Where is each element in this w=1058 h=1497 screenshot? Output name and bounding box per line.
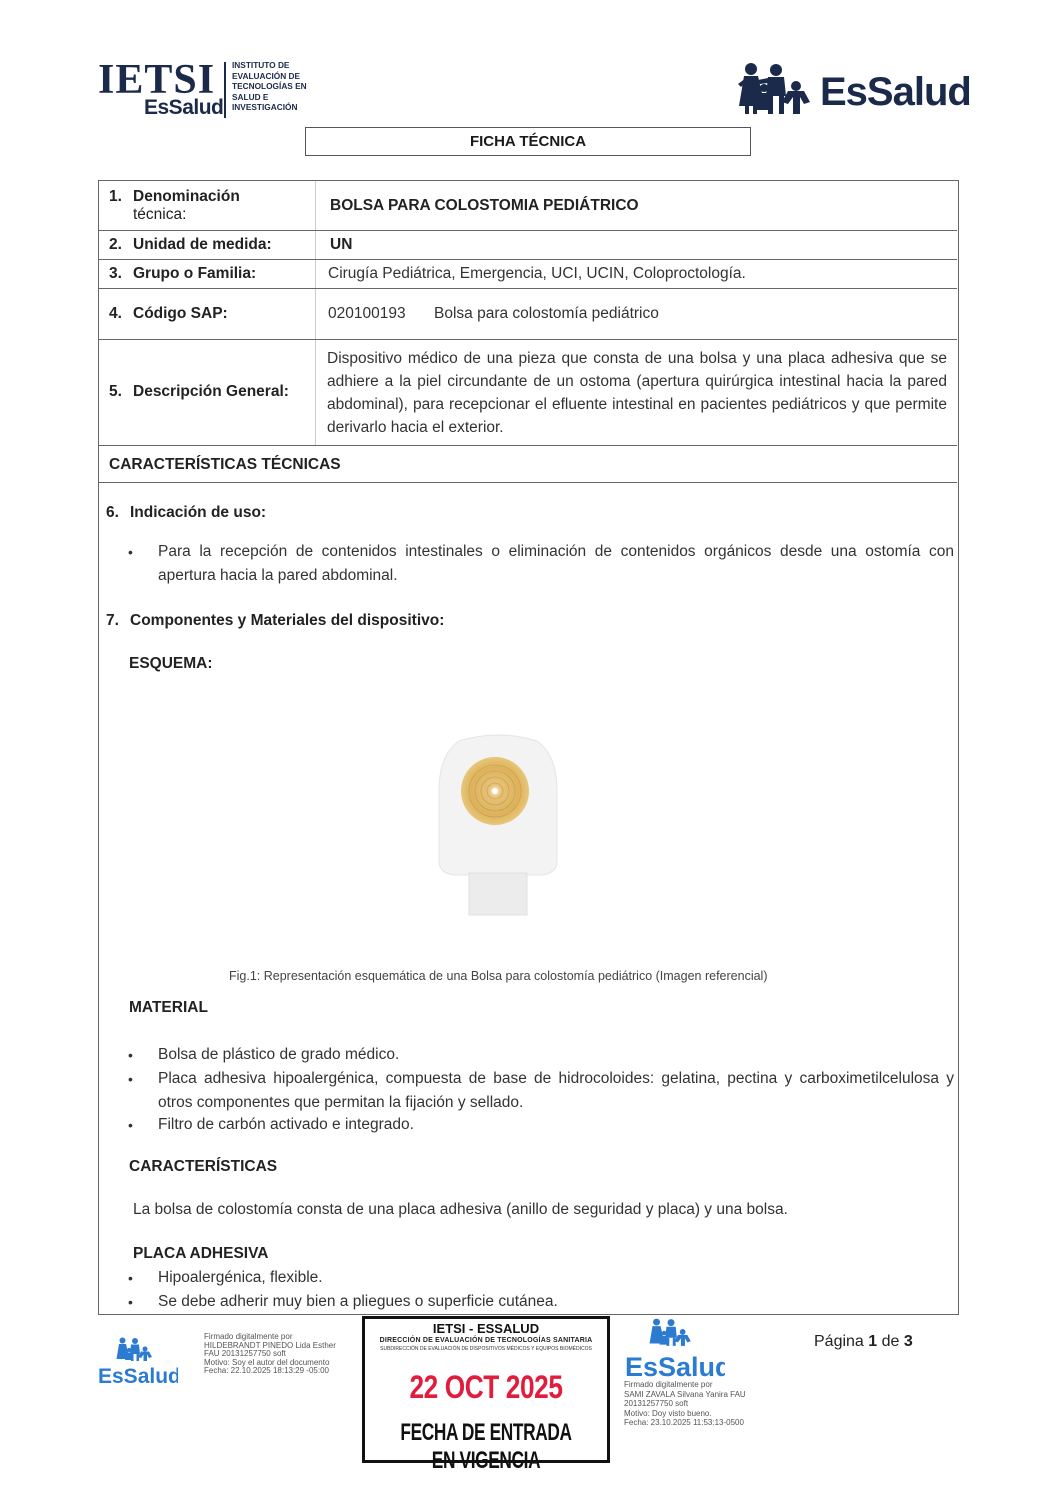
- spec-label-cell: [99, 260, 316, 288]
- section-number: 7.: [106, 612, 119, 629]
- placa-bullet: [128, 1290, 954, 1314]
- family-figures-icon: [738, 62, 818, 116]
- spec-row-denominacion: [99, 181, 957, 231]
- bullet-text: Hipoalergénica, flexible.: [158, 1269, 323, 1286]
- spec-value-cell: [316, 231, 957, 259]
- institute-line: INVESTIGACIÓN: [232, 102, 298, 112]
- digital-signature-right: [624, 1380, 746, 1428]
- spec-value-unit: UN: [330, 236, 353, 253]
- stamp-title: IETSI - ESSALUD: [432, 1321, 540, 1336]
- indicacion-bullet: [128, 540, 954, 588]
- placa-bullet: [128, 1266, 954, 1290]
- row-number: 4.: [109, 305, 122, 322]
- essalud-signature-logo-left: [98, 1337, 178, 1387]
- spec-row-sap: [99, 289, 957, 340]
- caracteristicas-heading: CARACTERÍSTICAS: [129, 1158, 278, 1175]
- label-line: técnica:: [133, 206, 187, 223]
- spec-label-cell: [99, 181, 316, 230]
- essalud-brand-text: EsSalud: [625, 1352, 725, 1380]
- bullet-text: Se debe adherir muy bien a pliegues o superficie cutánea.: [158, 1293, 558, 1310]
- signature-line: Fecha: 23.10.2025 11:53:13-0500: [624, 1418, 744, 1427]
- spec-label: [109, 236, 272, 254]
- page-total: 3: [903, 1333, 913, 1350]
- digital-signature-left: [204, 1333, 336, 1376]
- label-text: Descripción General:: [133, 383, 289, 400]
- spec-label: [109, 305, 228, 323]
- spec-value-cell: [316, 340, 957, 445]
- signature-line: FAU 20131257750 soft: [204, 1349, 286, 1359]
- spec-label: [109, 188, 240, 224]
- validity-stamp: [362, 1316, 610, 1474]
- signature-line: Firmado digitalmente por: [204, 1332, 293, 1341]
- bullet-icon: •: [128, 1270, 133, 1286]
- spec-label-cell: [99, 289, 316, 339]
- label-line: Denominación: [133, 188, 240, 205]
- material-bullet: [128, 1067, 954, 1115]
- institute-line: TECNOLOGÍAS EN: [232, 81, 307, 91]
- bullet-text: Placa adhesiva hipoalergénica, compuesta de base de hidrocoloides: gelatina, pectina y carboximetilcelulosa y otros componentes que permitan la fijación y sellado.: [158, 1070, 954, 1111]
- bullet-icon: •: [128, 1294, 133, 1310]
- signature-line: HILDEBRANDT PINEDO Lida Esther: [204, 1340, 336, 1350]
- material-bullet: [128, 1113, 954, 1137]
- section-caracteristicas-tecnicas: [99, 446, 957, 483]
- spec-label: [109, 383, 289, 401]
- spec-row-descripcion: [99, 340, 957, 446]
- signature-line: 20131257750 soft: [624, 1399, 689, 1408]
- spec-row-grupo: [99, 260, 957, 289]
- figure-caption: Fig.1: Representación esquemática de una Bolsa para colostomía pediátrico (Imagen referencial): [229, 969, 768, 983]
- ietsi-logo: [98, 57, 318, 122]
- page-number: [814, 1333, 913, 1351]
- bullet-text: Para la recepción de contenidos intestinales o eliminación de contenidos orgánicos desde una ostomía con apertura hacia la pared abdominal.: [158, 543, 954, 584]
- stamp-date: 22 OCT 2025: [409, 1369, 563, 1405]
- row-number: 1.: [109, 188, 122, 205]
- colostomy-bag-illustration: [437, 733, 559, 918]
- section-title: CARACTERÍSTICAS TÉCNICAS: [109, 456, 341, 473]
- indicacion-heading: [106, 504, 266, 522]
- label-text: Grupo o Familia:: [133, 265, 257, 282]
- ietsi-acronym: IETSI: [98, 57, 216, 103]
- spec-value-denomination: BOLSA PARA COLOSTOMIA PEDIÁTRICO: [330, 197, 639, 214]
- esquema-heading: ESQUEMA:: [129, 655, 213, 672]
- document-title: FICHA TÉCNICA: [305, 127, 751, 156]
- essalud-brand-text: EsSalud: [98, 1365, 178, 1387]
- section-heading-text: Indicación de uso:: [130, 504, 267, 521]
- bullet-text: Bolsa de plástico de grado médico.: [158, 1046, 400, 1063]
- spec-label-cell: [99, 340, 316, 445]
- bullet-icon: •: [128, 1047, 133, 1063]
- material-bullet: [128, 1043, 954, 1067]
- spec-value-sap-desc: Bolsa para colostomía pediátrico: [434, 305, 659, 322]
- spec-value-cell: [316, 181, 957, 230]
- spec-label: [109, 265, 256, 283]
- stamp-label: FECHA DE ENTRADA EN VIGENCIA: [400, 1419, 572, 1474]
- essalud-brand: EsSalud: [820, 70, 971, 114]
- caracteristicas-text: La bolsa de colostomía consta de una placa adhesiva (anillo de seguridad y placa) y una bolsa.: [133, 1201, 788, 1218]
- page-prefix: Página: [814, 1333, 864, 1350]
- spec-value-description: Dispositivo médico de una pieza que consta de una bolsa y una placa adhesiva que se adhiere a la piel circundante de un ostoma (apertura quirúrgica intestinal hacia la pared abdominal), para recepcionar el efluente intestinal en pacientes pediátricos y que permite derivarlo hacia el exterior.: [327, 350, 947, 436]
- row-number: 5.: [109, 383, 122, 400]
- institute-line: SALUD E: [232, 91, 269, 102]
- page-current: 1: [868, 1333, 878, 1350]
- signature-line: SAMI ZAVALA Silvana Yanira FAU: [624, 1389, 746, 1399]
- material-heading: MATERIAL: [129, 999, 208, 1016]
- spec-value-cell: [316, 289, 957, 339]
- institute-name: [232, 60, 322, 113]
- family-figures-icon: [98, 1337, 178, 1387]
- institute-line: INSTITUTO DE: [232, 60, 290, 70]
- label-text: Código SAP:: [133, 305, 228, 322]
- stamp-subdirection: SUBDIRECCIÓN DE EVALUACIÓN DE DISPOSITIVOS MÉDICOS Y EQUIPOS BIOMÉDICOS: [380, 1346, 592, 1352]
- family-figures-icon: [625, 1318, 725, 1380]
- row-number: 3.: [109, 265, 122, 282]
- spec-label-cell: [99, 231, 316, 259]
- essalud-signature-logo-right: [625, 1318, 725, 1380]
- componentes-heading: [106, 612, 444, 630]
- logo-divider: [224, 62, 226, 118]
- bullet-text: Filtro de carbón activado e integrado.: [158, 1116, 414, 1133]
- row-number: 2.: [109, 236, 122, 253]
- bullet-icon: •: [128, 1071, 133, 1087]
- signature-line: Firmado digitalmente por: [624, 1380, 713, 1389]
- colostomy-bag-image: [437, 733, 559, 918]
- section-heading-text: Componentes y Materiales del dispositivo:: [130, 612, 445, 629]
- spec-row-unidad: [99, 231, 957, 260]
- signature-line: Motivo: Doy visto bueno.: [624, 1408, 712, 1418]
- institute-line: EVALUACIÓN DE: [232, 70, 301, 81]
- bullet-icon: •: [128, 544, 133, 560]
- essalud-logo: [738, 62, 971, 116]
- placa-adhesiva-heading: PLACA ADHESIVA: [133, 1245, 269, 1262]
- bullet-icon: •: [128, 1117, 133, 1133]
- spec-value-cell: [316, 260, 957, 288]
- signature-line: Fecha: 22.10.2025 18:13:29 -05:00: [204, 1366, 329, 1376]
- section-number: 6.: [106, 504, 119, 521]
- ietsi-brand: EsSalud: [144, 96, 224, 119]
- page-sep: de: [881, 1333, 900, 1350]
- spec-value-sap-code: 020100193: [328, 305, 406, 322]
- signature-line: Motivo: Soy el autor del documento: [204, 1357, 330, 1367]
- spec-value-group: Cirugía Pediátrica, Emergencia, UCI, UCIN, Coloproctología.: [328, 265, 746, 282]
- label-text: Unidad de medida:: [133, 236, 272, 253]
- stamp-direction: DIRECCIÓN DE EVALUACIÓN DE TECNOLOGÍAS SANITARIA: [379, 1337, 593, 1344]
